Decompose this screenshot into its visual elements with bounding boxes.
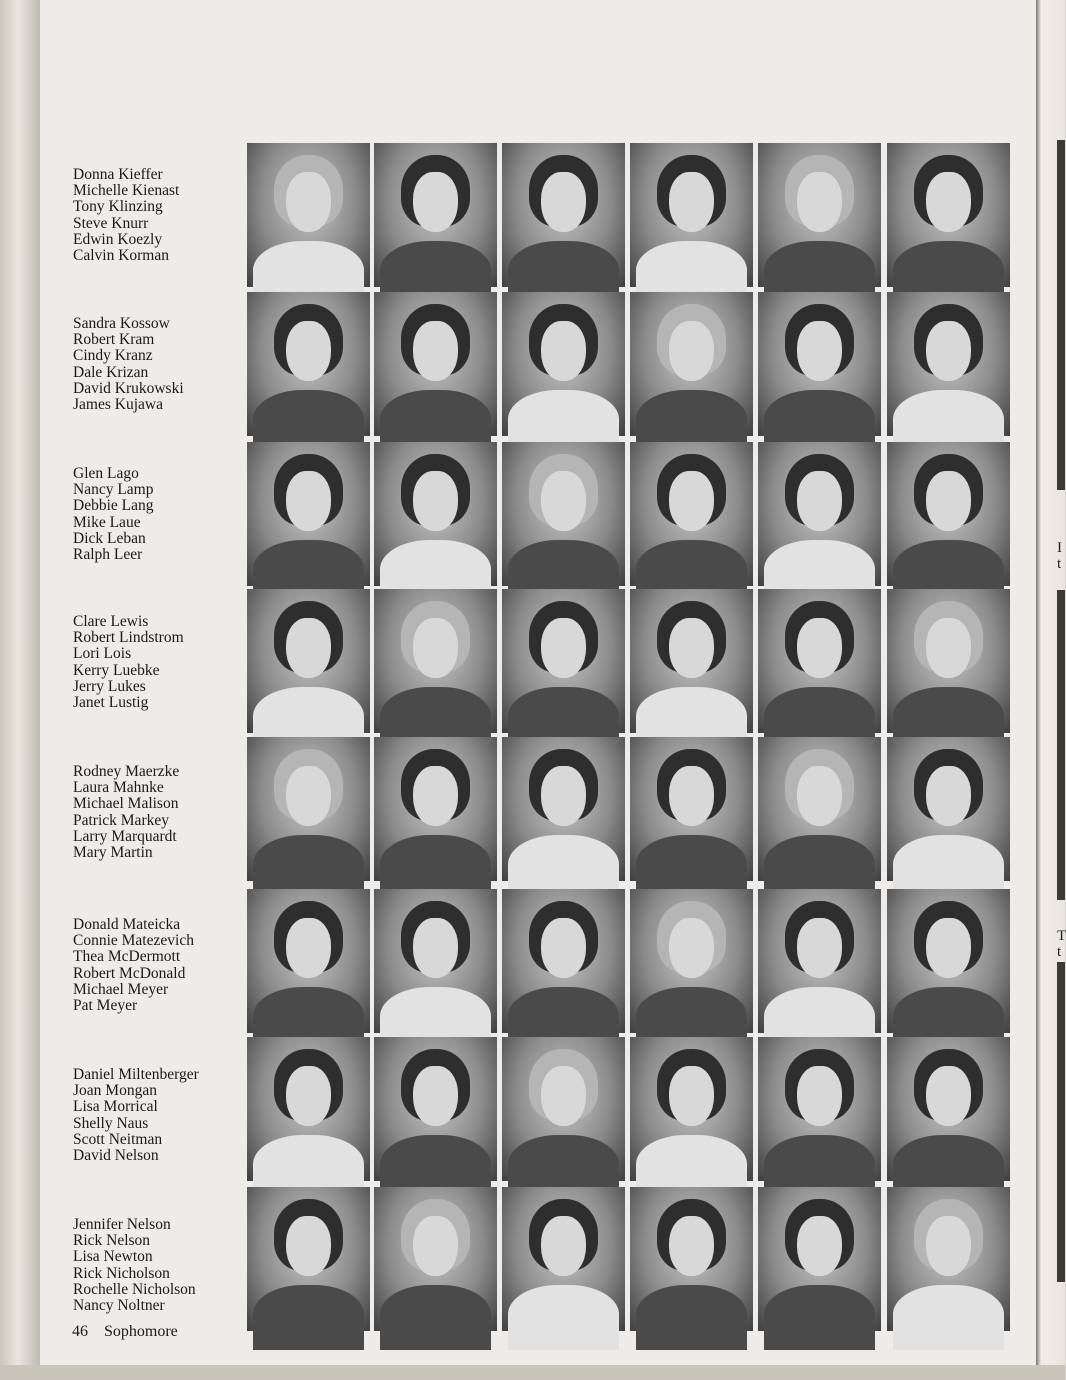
facing-page-caption-letter: t <box>1057 944 1062 960</box>
name-group <box>73 917 243 1014</box>
student-name: Connie Matezevich <box>73 932 194 950</box>
student-name: Pat Meyer <box>73 997 138 1015</box>
student-name: Steve Knurr <box>73 214 149 232</box>
facing-page-photo <box>1057 590 1065 900</box>
name-group <box>73 1067 243 1164</box>
student-portrait <box>630 442 753 586</box>
student-portrait <box>630 589 753 733</box>
student-portrait <box>758 889 881 1033</box>
student-name: James Kujawa <box>73 396 163 414</box>
name-group <box>73 1217 243 1314</box>
student-name: David Krukowski <box>73 379 184 397</box>
name-group <box>73 316 243 413</box>
student-portrait <box>887 143 1010 287</box>
student-portrait <box>758 1187 881 1331</box>
student-portrait <box>374 292 497 436</box>
student-name: Shelly Naus <box>73 1114 149 1132</box>
name-group <box>73 764 243 861</box>
student-name: Daniel Miltenberger <box>73 1066 199 1083</box>
student-name: Robert Kram <box>73 331 155 349</box>
student-name: Larry Marquardt <box>73 827 177 845</box>
student-name: Kerry Luebke <box>73 661 160 679</box>
student-name: Rick Nicholson <box>73 1264 170 1282</box>
student-portrait <box>630 292 753 436</box>
student-name: Michelle Kienast <box>73 182 180 200</box>
student-name: Donna Kieffer <box>73 166 163 183</box>
student-name: Edwin Koezly <box>73 230 163 248</box>
student-portrait <box>758 589 881 733</box>
student-portrait <box>630 1037 753 1181</box>
student-name: Jerry Lukes <box>73 677 146 695</box>
student-portrait <box>502 292 625 436</box>
student-name: Rodney Maerzke <box>73 763 180 780</box>
student-portrait <box>374 589 497 733</box>
student-portrait <box>374 1037 497 1181</box>
page-number: 46 <box>72 1323 88 1340</box>
student-portrait <box>887 442 1010 586</box>
student-portrait <box>887 737 1010 881</box>
student-portrait <box>630 143 753 287</box>
student-portrait <box>758 292 881 436</box>
student-portrait <box>374 1187 497 1331</box>
student-name: Calvin Korman <box>73 247 169 265</box>
student-name: Scott Neitman <box>73 1130 163 1148</box>
student-name: Donald Mateicka <box>73 916 181 933</box>
student-name: Rochelle Nicholson <box>73 1280 196 1298</box>
student-name: Janet Lustig <box>73 694 149 712</box>
student-portrait <box>887 1187 1010 1331</box>
student-portrait <box>374 442 497 586</box>
page-footer <box>72 1323 178 1341</box>
student-portrait <box>374 737 497 881</box>
student-name: Dale Krizan <box>73 363 149 381</box>
student-portrait <box>502 589 625 733</box>
facing-page-photo <box>1057 140 1065 490</box>
student-name: Michael Meyer <box>73 980 169 998</box>
student-name: Dick Leban <box>73 529 146 547</box>
facing-page-caption-letter: t <box>1057 556 1062 572</box>
name-group <box>73 466 243 563</box>
student-portrait <box>502 143 625 287</box>
student-name: David Nelson <box>73 1147 159 1165</box>
student-name: Clare Lewis <box>73 613 149 630</box>
student-name: Glen Lago <box>73 465 139 482</box>
student-name: Laura Mahnke <box>73 779 164 797</box>
student-name: Jennifer Nelson <box>73 1216 171 1233</box>
student-portrait <box>374 143 497 287</box>
student-name: Lisa Newton <box>73 1248 153 1266</box>
student-portrait <box>758 143 881 287</box>
name-group <box>73 167 243 264</box>
student-portrait <box>887 1037 1010 1181</box>
page-bottom-edge <box>0 1365 1065 1380</box>
student-name: Joan Mongan <box>73 1082 157 1100</box>
student-portrait <box>247 143 370 287</box>
student-portrait <box>247 1187 370 1331</box>
student-portrait <box>758 1037 881 1181</box>
student-name: Robert McDonald <box>73 964 186 982</box>
student-portrait <box>247 292 370 436</box>
student-name: Nancy Noltner <box>73 1297 165 1315</box>
student-name: Rick Nelson <box>73 1232 151 1250</box>
student-portrait <box>247 737 370 881</box>
student-name: Nancy Lamp <box>73 481 154 499</box>
student-portrait <box>887 889 1010 1033</box>
student-portrait <box>502 889 625 1033</box>
facing-page-photo <box>1057 962 1065 1282</box>
student-portrait <box>374 889 497 1033</box>
name-group <box>73 614 243 711</box>
student-name: Patrick Markey <box>73 811 169 829</box>
student-portrait <box>502 1037 625 1181</box>
student-name: Ralph Leer <box>73 546 143 564</box>
section-title: Sophomore <box>104 1323 178 1340</box>
student-name: Robert Lindstrom <box>73 629 184 647</box>
student-name: Michael Malison <box>73 795 179 813</box>
student-portrait <box>502 442 625 586</box>
student-name: Tony Klinzing <box>73 198 163 216</box>
student-portrait <box>758 737 881 881</box>
student-portrait <box>630 1187 753 1331</box>
student-portrait <box>630 889 753 1033</box>
facing-page-caption-letter: I <box>1057 540 1062 556</box>
student-name: Debbie Lang <box>73 497 154 515</box>
student-name: Mary Martin <box>73 844 153 862</box>
student-portrait <box>502 737 625 881</box>
student-portrait <box>247 589 370 733</box>
student-portrait <box>502 1187 625 1331</box>
student-name: Sandra Kossow <box>73 315 170 332</box>
facing-page-caption-letter: T <box>1057 928 1066 944</box>
student-name: Lisa Morrical <box>73 1098 158 1116</box>
student-portrait <box>247 442 370 586</box>
student-portrait <box>887 589 1010 733</box>
book-binding <box>0 0 40 1380</box>
student-portrait <box>247 889 370 1033</box>
student-name: Thea McDermott <box>73 948 181 966</box>
student-portrait <box>887 292 1010 436</box>
student-name: Cindy Kranz <box>73 347 153 365</box>
student-portrait <box>758 442 881 586</box>
student-portrait <box>630 737 753 881</box>
student-name: Mike Laue <box>73 513 141 531</box>
student-portrait <box>247 1037 370 1181</box>
student-name: Lori Lois <box>73 645 132 663</box>
